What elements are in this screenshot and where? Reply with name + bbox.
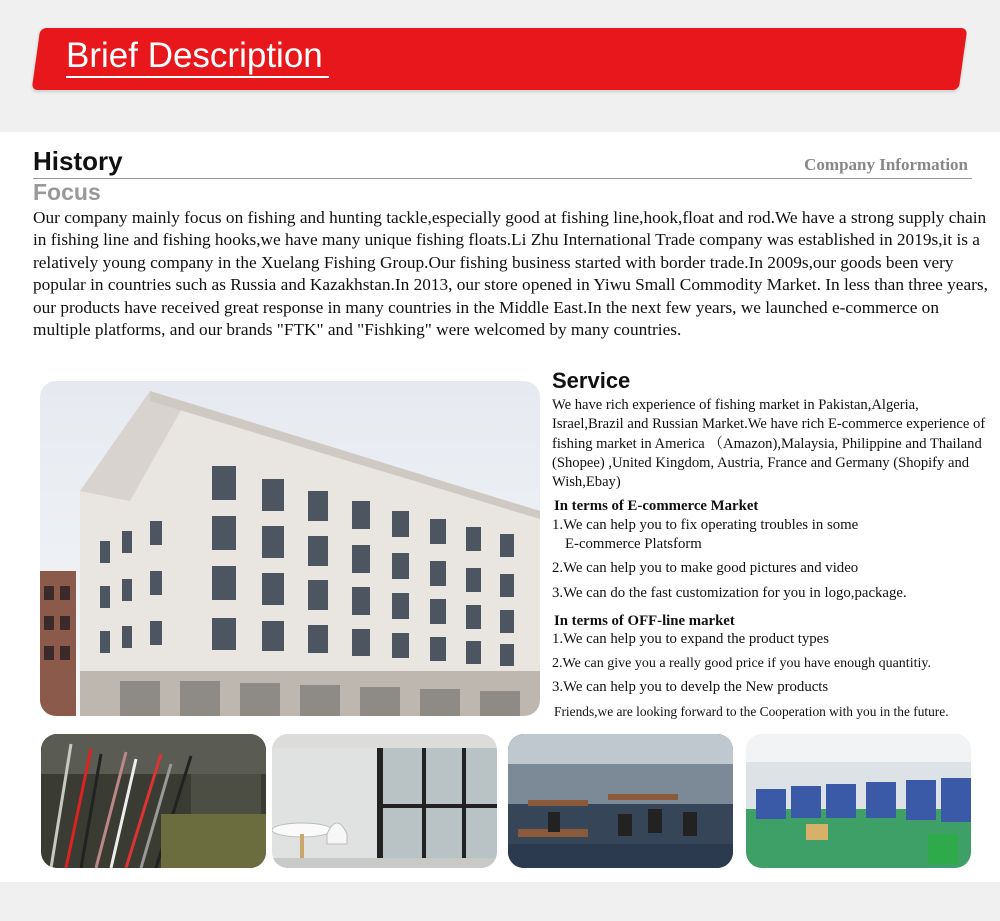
service-heading: Service — [552, 368, 631, 393]
fishing-rods-shop-photo — [41, 734, 266, 868]
ecommerce-item: 3.We can do the fast customization for you in logo,package. — [552, 585, 907, 601]
ecommerce-heading: In terms of E-commerce Market — [554, 498, 759, 514]
meeting-room-photo — [272, 734, 497, 868]
office-photo — [508, 734, 733, 868]
factory-photo — [746, 734, 971, 868]
divider — [33, 178, 972, 179]
banner-title: Brief Description — [66, 36, 329, 78]
ecommerce-item: 1.We can help you to fix operating troubles in some — [552, 517, 859, 533]
ecommerce-item: E-commerce Platsform — [565, 536, 702, 552]
building-illustration — [40, 381, 540, 716]
offline-item: 2.We can give you a really good price if you have enough quantitiy. — [552, 656, 931, 671]
bottom-strip — [0, 882, 1000, 921]
closing-note: Friends,we are looking forward to the Cooperation with you in the future. — [554, 704, 949, 719]
history-heading: History — [33, 146, 123, 176]
offline-item: 1.We can help you to expand the product types — [552, 631, 829, 647]
ecommerce-item: 2.We can help you to make good pictures and video — [552, 560, 859, 576]
offline-heading: In terms of OFF-line market — [554, 613, 735, 629]
history-paragraph: Our company mainly focus on fishing and hunting tackle,especially good at fishing line,hook,float and rod.We have a strong supply chain in fishing line and fishing hooks,we have many unique fishing floats.Li Zhu International Trade company was established in 2019s,it is a relatively young company in the Xuelang Fishing Group.Our fishing business started with border trade.In 2009s,our goods been very popular in countries such as Russia and Kazakhstan.In 2013, our store opened in Yiwu Small Commodity Market. In less than three years, our products have received great response in many countries in the Middle East.In the next few years, we launched e-commerce on multiple platforms, and our brands "FTK" and "Fishking" were welcomed by many countries. — [33, 208, 988, 340]
focus-label: Focus — [33, 179, 101, 205]
company-info-label: Company Information — [804, 155, 968, 174]
building-photo — [40, 381, 540, 716]
offline-item: 3.We can help you to develp the New products — [552, 679, 829, 695]
service-intro: We have rich experience of fishing market in Pakistan,Algeria, Israel,Brazil and Russian Market.We have rich E-commerce experience of fishing market in America （Amazon),Malaysia, Philippine and Thailand (Shopee) ,United Kingdom, Austria, France and Germany (Shopify and Wish,Ebay) — [552, 397, 986, 491]
banner-area — [0, 0, 1000, 132]
